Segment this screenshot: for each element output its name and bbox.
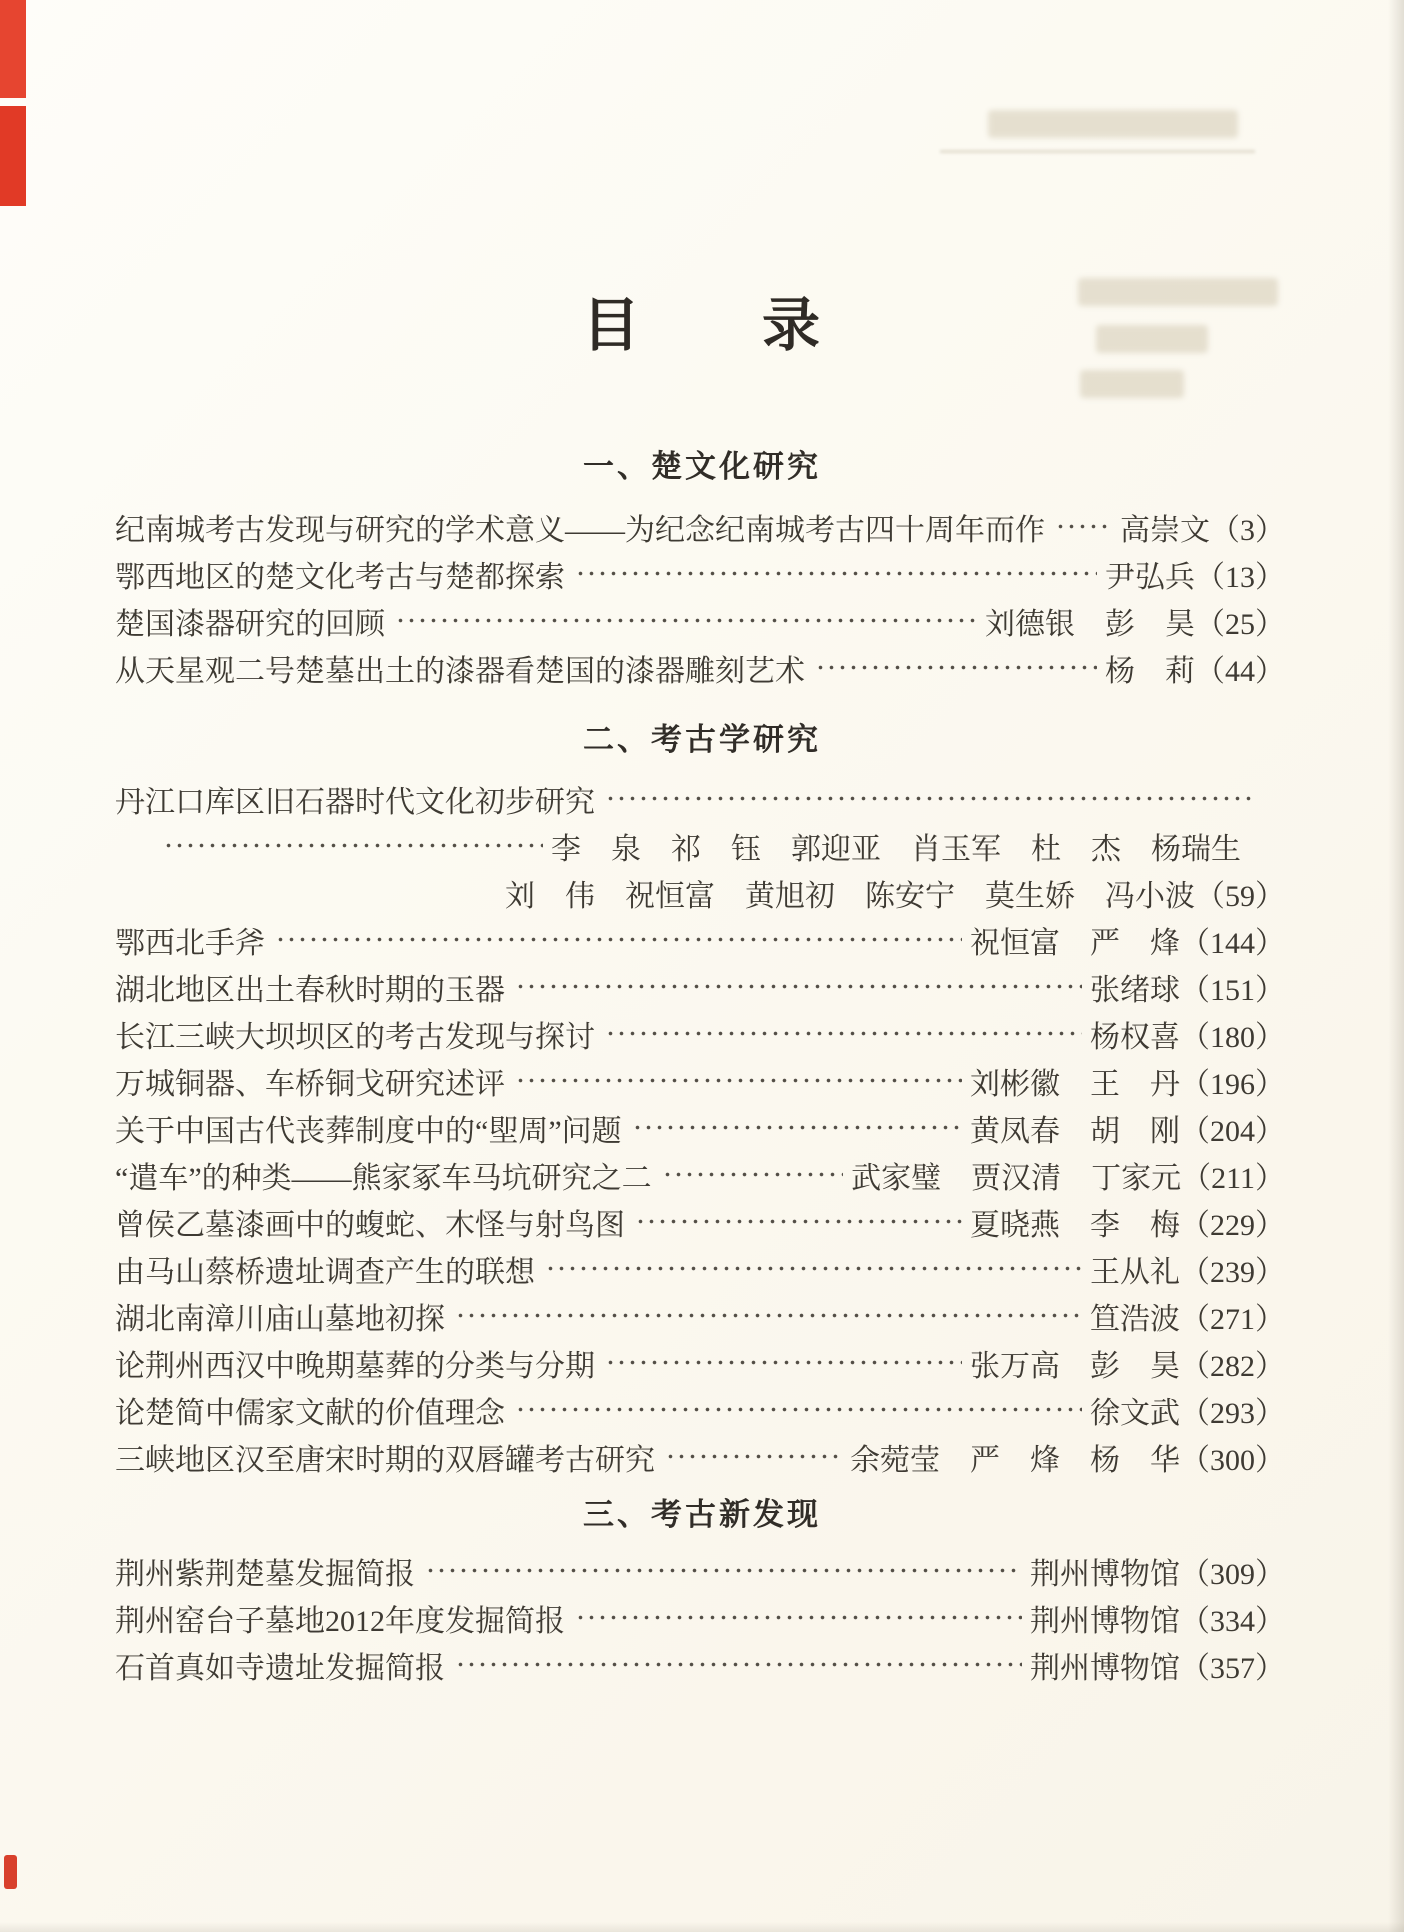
entry-authors: 刘彬徽 王 丹 [970,1067,1180,1101]
entry-title: 荆州窑台子墓地2012年度发掘简报 [115,1604,565,1638]
entry-title: 鄂西地区的楚文化考古与楚都探索 [115,560,565,594]
entry-authors: 夏晓燕 李 梅 [970,1208,1180,1242]
entry-authors: 高崇文 [1120,513,1210,547]
dot-leader [630,1104,962,1151]
entry-authors: 尹弘兵 [1105,560,1195,594]
bleedthrough-text [988,110,1238,138]
toc-entry-row [115,1198,1285,1245]
toc-entry-row [115,1547,1285,1594]
entry-authors: 笪浩波 [1090,1302,1180,1336]
entry-title: 由马山蔡桥遗址调查产生的联想 [115,1255,535,1289]
toc-entry-row [115,1594,1285,1641]
toc-entry-row [115,550,1285,597]
dot-leader [423,1547,1022,1594]
entry-page-number: （13） [1195,560,1285,594]
dot-leader [453,1292,1082,1339]
entry-title: 万城铜器、车桥铜戈研究述评 [115,1067,505,1101]
entry-title: 长江三峡大坝坝区的考古发现与探讨 [115,1020,595,1054]
section-heading: 二、考古学研究 [583,722,821,757]
toc-entry-row [115,1010,1285,1057]
section-heading: 三、考古新发现 [583,1497,821,1532]
entry-authors: 黄凤春 胡 刚 [970,1114,1180,1148]
entry-authors: 余菀莹 严 烽 杨 华 [850,1443,1180,1477]
entry-title: 从天星观二号楚墓出土的漆器看楚国的漆器雕刻艺术 [115,654,805,688]
toc-entry-row [115,1641,1285,1688]
section-entry-group [115,775,1285,1480]
entry-page-number: （151） [1180,973,1285,1007]
entry-title: 石首真如寺遗址发掘简报 [115,1651,445,1685]
entry-authors: 李 泉 祁 钰 郭迎亚 肖玉军 杜 杰 杨瑞生 [551,832,1241,866]
toc-entry-row [115,1057,1285,1104]
entry-authors: 徐文武 [1090,1396,1180,1430]
toc-entry-row [115,1292,1285,1339]
entry-page-number: （334） [1180,1604,1285,1638]
toc-entry-row [115,597,1285,644]
dot-leader [393,597,977,644]
entry-page-number: （239） [1180,1255,1285,1289]
section-entry-group [115,503,1285,691]
entry-page-number: （144） [1180,926,1285,960]
entry-page-number: （293） [1180,1396,1285,1430]
entry-authors: 荆州博物馆 [1030,1604,1180,1638]
toc-entry-row [115,916,1285,963]
toc-entry-continuation-row [115,869,1285,916]
entry-authors: 祝恒富 严 烽 [970,926,1180,960]
entry-title: 楚国漆器研究的回顾 [115,607,385,641]
entry-title: “遣车”的种类——熊家冢车马坑研究之二 [115,1161,652,1195]
entry-authors: 杨权喜 [1090,1020,1180,1054]
dot-leader [543,1245,1082,1292]
toc-entry-row [115,775,1285,822]
dot-leader [603,1339,962,1386]
dot-leader [633,1198,962,1245]
dot-leader [660,1151,843,1198]
book-cover-red-edge-top [0,0,26,98]
entry-authors: 王从礼 [1090,1255,1180,1289]
entry-page-number: （196） [1180,1067,1285,1101]
entry-title: 曾侯乙墓漆画中的蝮蛇、木怪与射鸟图 [115,1208,625,1242]
entry-page-number: （204） [1180,1114,1285,1148]
entry-page-number: （25） [1195,607,1285,641]
toc-entry-row [115,1151,1285,1198]
dot-leader [513,963,1082,1010]
dot-leader [663,1433,842,1480]
entry-page-number: （180） [1180,1020,1285,1054]
dot-leader [603,775,1257,822]
entry-page-number: （282） [1180,1349,1285,1383]
entry-page-number: （357） [1180,1651,1285,1685]
entry-title: 论荆州西汉中晚期墓葬的分类与分期 [115,1349,595,1383]
dot-leader [453,1641,1022,1688]
entry-authors: 荆州博物馆 [1030,1651,1180,1685]
entry-title: 荆州紫荆楚墓发掘简报 [115,1557,415,1591]
entry-title: 丹江口库区旧石器时代文化初步研究 [115,785,595,819]
toc-entry-row [115,1339,1285,1386]
entry-page-number: （211） [1181,1161,1285,1195]
section-entry-group [115,1547,1285,1688]
entry-authors: 武家璧 贾汉清 丁家元 [851,1161,1182,1195]
toc-entry-row [115,503,1285,550]
dot-leader [513,1386,1082,1433]
dot-leader [1053,503,1112,550]
dot-leader [573,1594,1022,1641]
toc-entry-row [115,1104,1285,1151]
entry-page-number: （44） [1195,654,1285,688]
page-title: 目 录 [581,293,822,358]
entry-title: 关于中国古代丧葬制度中的“堲周”问题 [115,1114,622,1148]
book-cover-red-edge-bottom-speck [4,1855,17,1889]
bleedthrough-rule [940,150,1255,153]
entry-authors: 刘德银 彭 昊 [985,607,1195,641]
dot-leader [273,916,962,963]
entry-title: 三峡地区汉至唐宋时期的双唇罐考古研究 [115,1443,655,1477]
entry-authors: 张绪球 [1090,973,1180,1007]
entry-title: 湖北南漳川庙山墓地初探 [115,1302,445,1336]
entry-authors: 张万高 彭 昊 [970,1349,1180,1383]
toc-entry-row [115,1433,1285,1480]
entry-authors: 杨 莉 [1105,654,1195,688]
entry-title: 论楚简中儒家文献的价值理念 [115,1396,505,1430]
entry-page-number: （309） [1180,1557,1285,1591]
book-cover-red-edge-upper [0,106,26,206]
dot-leader [813,644,1097,691]
entry-authors: 荆州博物馆 [1030,1557,1180,1591]
entry-page-number: （3） [1210,513,1285,547]
toc-entry-row [115,1386,1285,1433]
entry-page-number: （271） [1180,1302,1285,1336]
dot-leader [603,1010,1082,1057]
bleedthrough-text [1080,370,1184,398]
toc-entry-continuation-row [153,822,1241,869]
dot-leader [161,822,543,869]
dot-leader [573,550,1097,597]
scan-edge-shadow-bottom [0,1922,1404,1932]
toc-entry-row [115,644,1285,691]
entry-title: 湖北地区出土春秋时期的玉器 [115,973,505,1007]
entry-title: 鄂西北手斧 [115,926,265,960]
entry-page-number: （229） [1180,1208,1285,1242]
dot-leader [513,1057,962,1104]
entry-title: 纪南城考古发现与研究的学术意义——为纪念纪南城考古四十周年而作 [115,513,1045,547]
entry-page-number: （59） [1195,879,1285,913]
toc-entry-row [115,963,1285,1010]
toc-entry-row [115,1245,1285,1292]
entry-page-number: （300） [1180,1443,1285,1477]
entry-authors: 刘 伟 祝恒富 黄旭初 陈安宁 莫生娇 冯小波 [505,879,1195,913]
section-heading: 一、楚文化研究 [583,449,821,484]
